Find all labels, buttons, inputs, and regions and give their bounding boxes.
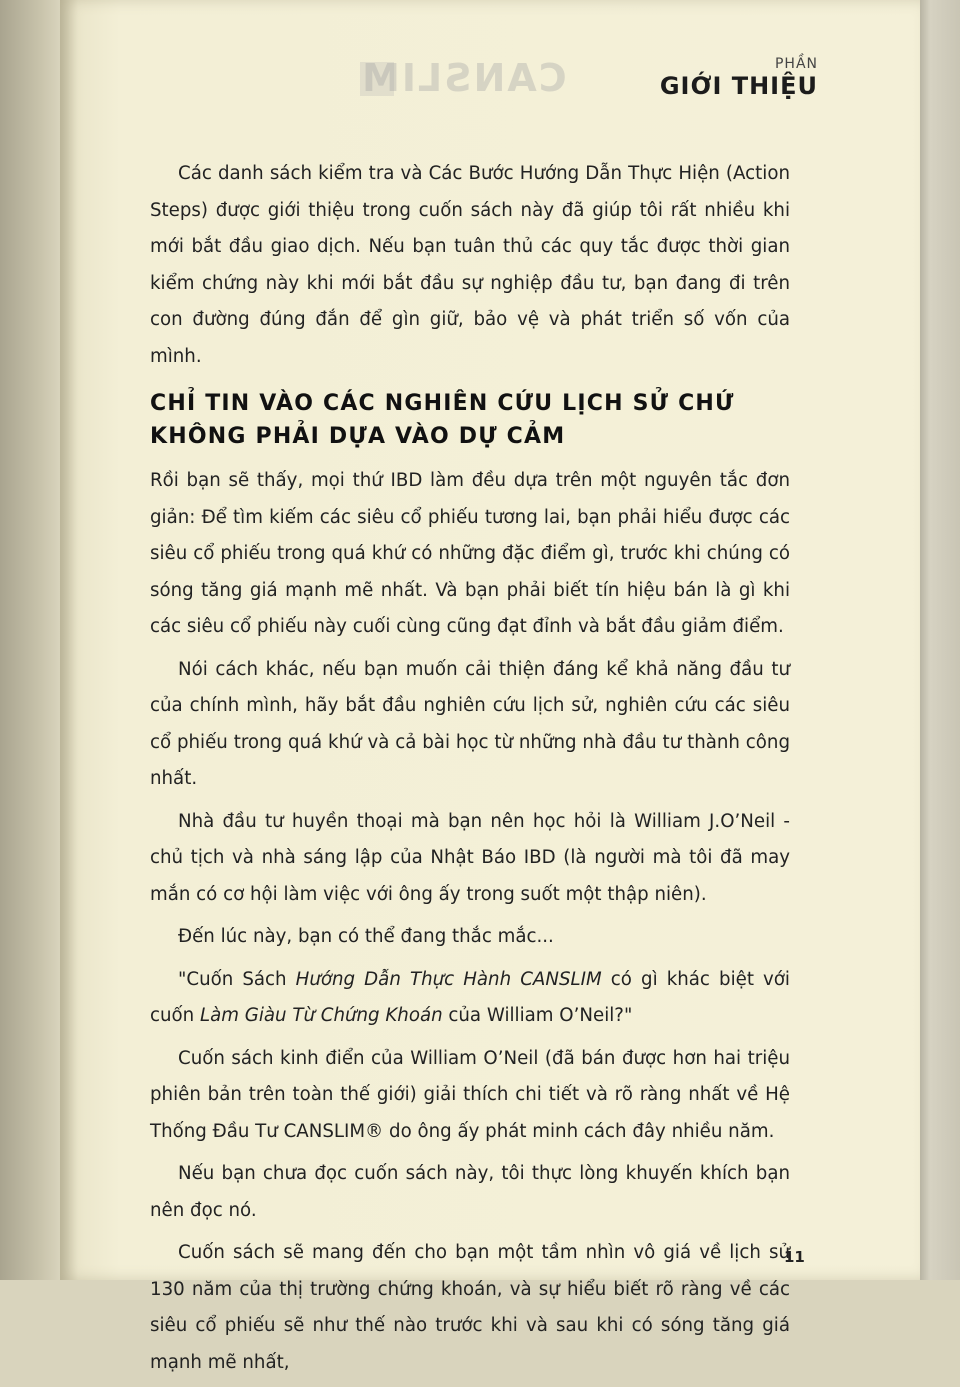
- book-title-canslim: Hướng Dẫn Thực Hành CANSLIM: [295, 968, 602, 990]
- paragraph-3: Nói cách khác, nếu bạn muốn cải thiện đáng kể khả năng đầu tư của chính mình, hãy bắt đầu nghiên cứu lịch sử, nghiên cứu các siêu cổ phiếu trong quá khứ và cả bài học từ những nhà đầu tư thành công nhất.: [150, 658, 790, 789]
- paragraph-1: Các danh sách kiểm tra và Các Bước Hướng Dẫn Thực Hiện (Action Steps) được giới thiệu trong cuốn sách này đã giúp tôi rất nhiều khi mới bắt đầu giao dịch. Nếu bạn tuân thủ các quy tắc được thời gian kiểm chứng này khi mới bắt đầu sự nghiệp đầu tư, bạn đang đi trên con đường đúng đắn để gìn giữ, bảo vệ và phát triển số vốn của mình.: [150, 163, 790, 367]
- page-body: [150, 156, 790, 1387]
- paragraph-5: Đến lúc này, bạn có thể đang thắc mắc...: [178, 926, 554, 947]
- book-gutter-shadow: [0, 0, 60, 1280]
- page-number: 11: [784, 1248, 805, 1266]
- book-title-lam-giau: Làm Giàu Từ Chứng Khoán: [199, 1005, 443, 1026]
- section-title: GIỚI THIỆU: [659, 72, 818, 100]
- paragraph-4: Nhà đầu tư huyền thoại mà bạn nên học hỏi là William J.O’Neil - chủ tịch và nhà sáng lập của Nhật Báo IBD (là người mà tôi đã may mắn có cơ hội làm việc với ông ấy trong suốt một thập niên).: [150, 810, 790, 905]
- paragraph-8: Nếu bạn chưa đọc cuốn sách này, tôi thực lòng khuyến khích bạn nên đọc nó.: [150, 1163, 790, 1221]
- section-label: PHẦN: [774, 56, 818, 72]
- paragraph-2: Rồi bạn sẽ thấy, mọi thứ IBD làm đều dựa trên một nguyên tắc đơn giản: Để tìm kiếm các siêu cổ phiếu tương lai, bạn phải hiểu được các siêu cổ phiếu trong quá khứ có những đặc điểm gì, trước khi chúng có sóng tăng giá mạnh mẽ nhất. Và bạn phải biết tín hiệu bán là gì khi các siêu cổ phiếu này cuối cùng cũng đạt đỉnh và bắt đầu giảm điểm.: [150, 470, 790, 637]
- quote-part-2: có gì khác biệt với cuốn: [150, 968, 790, 1026]
- section-heading: CHỈ TIN VÀO CÁC NGHIÊN CỨU LỊCH SỬ CHỨ KHÔNG PHẢI DỰA VÀO DỰ CẢM: [150, 391, 735, 449]
- paragraph-9: Cuốn sách sẽ mang đến cho bạn một tầm nhìn vô giá về lịch sử 130 năm của thị trường chứng khoán, và sự hiểu biết rõ ràng về các siêu cổ phiếu sẽ như thế nào trước khi và sau khi có sóng tăng giá mạnh mẽ nhất,: [150, 1242, 790, 1373]
- show-through-logo-text: CANSLIM: [360, 56, 567, 100]
- quote-part-1: "Cuốn Sách: [178, 968, 296, 990]
- paragraph-6: [150, 962, 790, 1035]
- paragraph-7: Cuốn sách kinh điển của William O’Neil (đã bán được hơn hai triệu phiên bản trên toàn thế giới) giải thích chi tiết và rõ ràng nhất về Hệ Thống Đầu Tư CANSLIM® do ông ấy phát minh cách đây nhiều năm.: [150, 1047, 790, 1142]
- page-edge: [920, 0, 960, 1280]
- quote-part-3: của William O’Neil?": [442, 1005, 633, 1026]
